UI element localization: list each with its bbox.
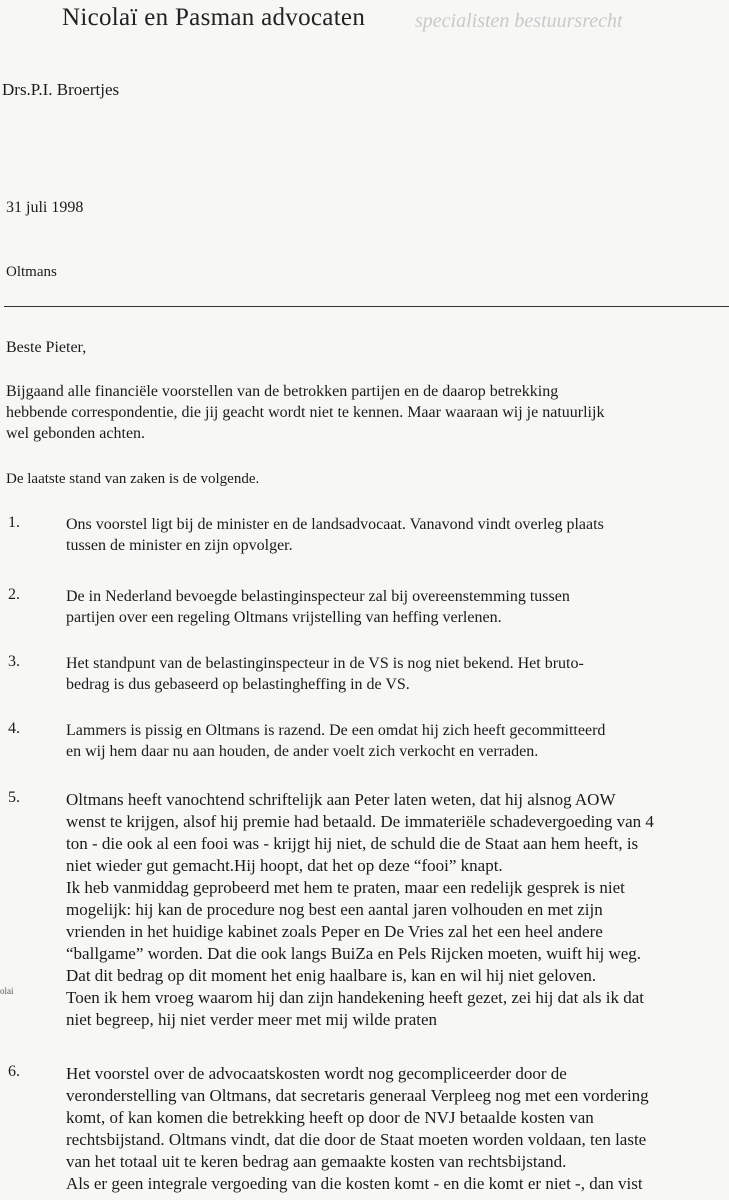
item-line: niet wieder gut gemacht.Hij hoopt, dat het op deze “fooi” knapt. bbox=[66, 856, 503, 875]
header-divider bbox=[4, 306, 729, 307]
item-line: Dat dit bedrag op dit moment het enig haalbare is, kan en wil hij niet geloven. bbox=[66, 966, 597, 985]
letter-subject: Oltmans bbox=[6, 264, 57, 280]
item-line: mogelijk: hij kan de procedure nog best een aantal jaren volhouden en met zijn bbox=[66, 900, 603, 919]
item-line: niet begreep, hij niet verder meer met mij wilde praten bbox=[66, 1010, 438, 1029]
intro-line: wel gebonden achten. bbox=[6, 425, 146, 442]
item-line: rechtsbijstand. Oltmans vindt, dat die door de Staat moeten worden voldaan, ten laste bbox=[66, 1130, 647, 1149]
lead-sentence: De laatste stand van zaken is de volgende. bbox=[6, 471, 260, 487]
item-line: ton - die ook al een fooi was - krijgt hij niet, de schuld die de Staat aan hem heeft, is bbox=[66, 834, 639, 853]
item-text bbox=[66, 1063, 726, 1195]
item-line: Toen ik hem vroeg waarom hij dan zijn handekening heeft gezet, zei hij dat als ik dat bbox=[66, 988, 645, 1007]
item-line: “ballgame” worden. Dat die ook langs BuiZa en Pels Rijcken moeten, wuift hij weg. bbox=[66, 944, 642, 963]
item-line: Het voorstel over de advocaatskosten wordt nog gecompliceerder door de bbox=[66, 1064, 567, 1083]
intro-line: hebbende correspondentie, die jij geacht wordt niet te kennen. Maar waaraan wij je natuurlijk bbox=[6, 404, 605, 421]
intro-paragraph bbox=[6, 381, 721, 444]
item-number: 4. bbox=[8, 720, 20, 737]
letterhead-firm-name: Nicolaï en Pasman advocaten bbox=[62, 4, 366, 31]
item-text bbox=[66, 653, 726, 695]
item-line: partijen over een regeling Oltmans vrijstelling van heffing verlenen. bbox=[66, 609, 502, 626]
intro-line: Bijgaand alle financiële voorstellen van de betrokken partijen en de daarop betrekking bbox=[6, 383, 559, 400]
item-number: 1. bbox=[8, 514, 20, 531]
item-text bbox=[66, 720, 726, 762]
sender-name: Drs.P.I. Broertjes bbox=[2, 80, 120, 99]
item-line: De in Nederland bevoegde belastinginspecteur zal bij overeenstemming tussen bbox=[66, 588, 570, 605]
item-line: Oltmans heeft vanochtend schriftelijk aan Peter laten weten, dat hij alsnog AOW bbox=[66, 790, 616, 809]
item-number: 5. bbox=[8, 789, 20, 806]
item-number: 3. bbox=[8, 653, 20, 670]
item-line: van het totaal uit te keren bedrag aan gemaakte kosten van rechtsbijstand. bbox=[66, 1152, 567, 1171]
item-line: tussen de minister en zijn opvolger. bbox=[66, 537, 293, 554]
item-line: Als er geen integrale vergoeding van die kosten komt - en die komt er niet -, dan vist bbox=[66, 1174, 643, 1193]
letter-date: 31 juli 1998 bbox=[6, 199, 84, 216]
item-line: Ik heb vanmiddag geprobeerd met hem te praten, maar een redelijk gesprek is niet bbox=[66, 878, 625, 897]
item-line: Ons voorstel ligt bij de minister en de landsadvocaat. Vanavond vindt overleg plaats bbox=[66, 516, 604, 533]
item-line: wenst te krijgen, alsof hij premie had betaald. De immateriële schadevergoeding van 4 bbox=[66, 812, 654, 831]
letterhead-tagline: specialisten bestuursrecht bbox=[415, 10, 623, 32]
salutation: Beste Pieter, bbox=[6, 339, 87, 356]
item-text bbox=[66, 514, 726, 556]
item-line: bedrag is dus gebaseerd op belastingheffing in de VS. bbox=[66, 676, 410, 693]
item-line: komt, of kan komen die betrekking heeft op door de NVJ betaalde kosten van bbox=[66, 1108, 594, 1127]
item-line: Het standpunt van de belastinginspecteur in de VS is nog niet bekend. Het bruto- bbox=[66, 655, 584, 672]
item-line: en wij hem daar nu aan houden, de ander voelt zich verkocht en verraden. bbox=[66, 743, 539, 760]
item-text bbox=[66, 789, 726, 1031]
item-line: Lammers is pissig en Oltmans is razend. De een omdat hij zich heeft gecommitteerd bbox=[66, 722, 606, 739]
item-number: 6. bbox=[8, 1063, 20, 1080]
item-line: veronderstelling van Oltmans, dat secretaris generaal Verpleeg nog met een vordering bbox=[66, 1086, 649, 1105]
item-text bbox=[66, 586, 726, 628]
item-number: 2. bbox=[8, 586, 20, 603]
margin-note: olai bbox=[0, 986, 14, 996]
item-line: vrienden in het huidige kabinet zoals Peper en De Vries zal het een heel andere bbox=[66, 922, 603, 941]
